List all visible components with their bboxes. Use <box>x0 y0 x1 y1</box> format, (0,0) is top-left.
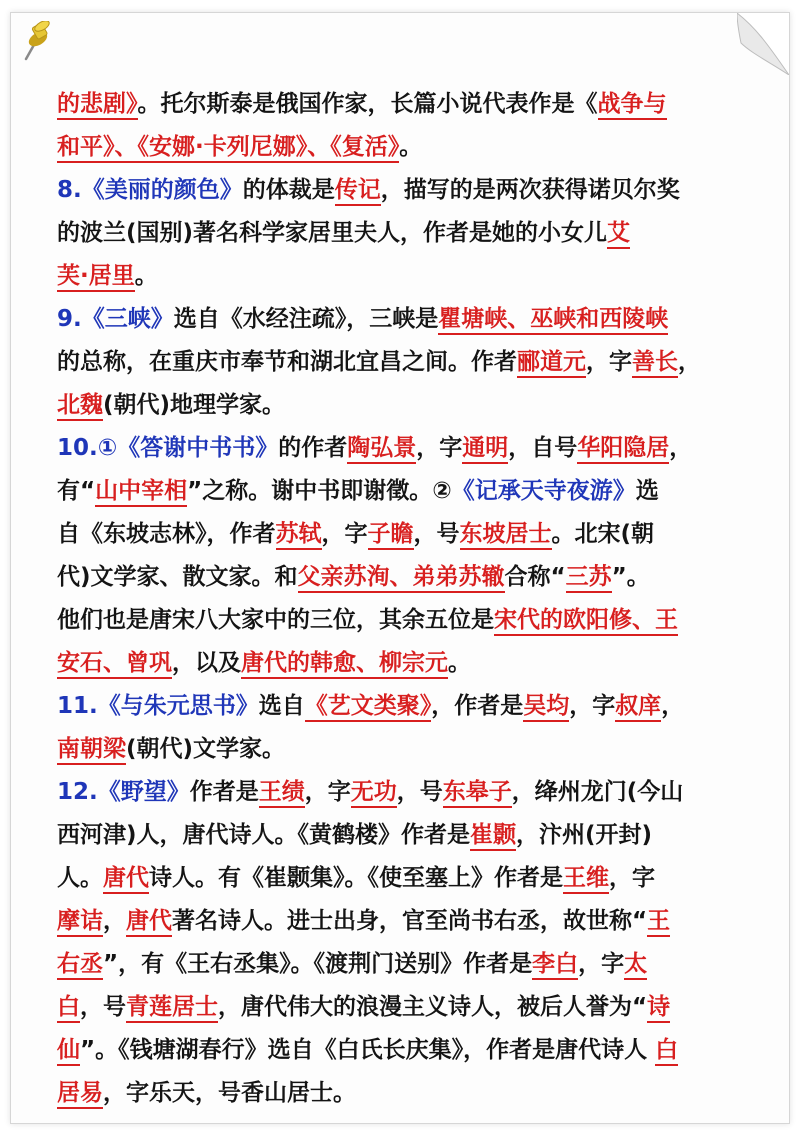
item-title: 12.《野望》 <box>57 779 190 805</box>
answer-text: 白 <box>57 994 80 1023</box>
answer-text: 艾 <box>607 220 630 249</box>
answer-text: 崔颢 <box>470 822 516 851</box>
answer-text: 唐代的韩愈、柳宗元 <box>241 650 448 679</box>
text-line <box>57 814 757 857</box>
answer-text: 的悲剧》 <box>57 91 138 120</box>
text-line <box>57 83 757 126</box>
body-text: ， <box>678 349 701 375</box>
body-text: ”之称。谢中书即谢徵。② <box>187 478 452 504</box>
answer-text: 三苏 <box>566 564 612 593</box>
text-line <box>57 298 757 341</box>
answer-text: 太 <box>624 951 647 980</box>
text-line <box>57 513 757 556</box>
body-text: ，汴州(开封) <box>516 822 653 848</box>
body-text: 。 <box>134 263 158 289</box>
text-line <box>57 212 757 255</box>
body-text: 他们也是唐宋八大家中的三位，其余五位是 <box>57 607 494 633</box>
body-text: 的体裁是 <box>242 177 335 203</box>
answer-text: 无功 <box>351 779 397 808</box>
text-line <box>57 470 757 513</box>
body-text: 。北宋(朝 <box>551 521 655 547</box>
body-text: ”。《钱塘湖春行》选自《白氏长庆集》，作者是唐代诗人 <box>80 1037 656 1063</box>
answer-text: 安石、曾巩 <box>57 650 172 679</box>
body-text: ，字乐天，号香山居士。 <box>103 1080 356 1106</box>
body-text: ，字 <box>416 435 463 461</box>
answer-text: 芙·居里 <box>57 263 135 292</box>
text-line <box>57 384 757 427</box>
body-text: ，绛州龙门(今山 <box>511 779 684 805</box>
body-text: 人。 <box>57 865 103 891</box>
answer-text: 东坡居士 <box>460 521 552 550</box>
body-text: (朝代)地理学家。 <box>103 392 286 418</box>
answer-text: 传记 <box>335 177 381 206</box>
notes-text <box>57 83 757 1115</box>
body-text: ，自号 <box>508 435 578 461</box>
answer-text: 善长 <box>632 349 678 378</box>
text-line <box>57 771 757 814</box>
body-text: 作者是 <box>189 779 259 805</box>
answer-text: 仙 <box>57 1037 80 1066</box>
answer-text: 南朝梁 <box>57 736 126 765</box>
text-line <box>57 556 757 599</box>
page-curl-corner <box>737 13 789 75</box>
answer-text: 父亲苏洵、弟弟苏辙 <box>298 564 505 593</box>
answer-text: 吴均 <box>523 693 569 722</box>
body-text: ， <box>103 908 126 934</box>
body-text: 西河津)人，唐代诗人。《黄鹤楼》作者是 <box>57 822 471 848</box>
answer-text: 青莲居士 <box>126 994 218 1023</box>
item-title: 《记承天寺夜游》 <box>451 478 636 504</box>
answer-text: 唐代 <box>103 865 149 894</box>
text-line <box>57 599 757 642</box>
body-text: ，字 <box>578 951 625 977</box>
body-text: ， <box>669 435 693 461</box>
text-line <box>57 126 757 169</box>
body-text: ，唐代伟大的浪漫主义诗人，被后人誉为“ <box>218 994 648 1020</box>
text-line <box>57 943 757 986</box>
answer-text: 白 <box>655 1037 678 1066</box>
body-text: ，号 <box>413 521 460 547</box>
text-line <box>57 169 757 212</box>
answer-text: 通明 <box>462 435 508 464</box>
body-text: 诗人。有《崔颢集》。《使至塞上》作者是 <box>149 865 563 891</box>
answer-text: 诗 <box>647 994 670 1023</box>
answer-text: 子瞻 <box>368 521 414 550</box>
body-text: ，描写的是两次获得诺贝尔奖 <box>380 177 680 203</box>
body-text: 。托尔斯泰是俄国作家，长篇小说代表作是《 <box>137 91 598 117</box>
answer-text: 华阳隐居 <box>577 435 669 464</box>
text-line <box>57 427 757 470</box>
answer-text: 居易 <box>57 1080 103 1109</box>
body-text: ，作者是 <box>431 693 524 719</box>
answer-text: 王 <box>647 908 670 937</box>
body-text: 的总称，在重庆市奉节和湖北宜昌之间。作者 <box>57 349 517 375</box>
answer-text: 山中宰相 <box>95 478 187 507</box>
text-line <box>57 341 757 384</box>
answer-text: 瞿塘峡、巫峡和西陵峡 <box>438 306 668 335</box>
body-text: 合称“ <box>504 564 566 590</box>
text-line <box>57 986 757 1029</box>
body-text: ，字 <box>569 693 616 719</box>
body-text: ， <box>661 693 685 719</box>
text-line <box>57 900 757 943</box>
answer-text: 郦道元 <box>517 349 586 378</box>
body-text: (朝代)文学家。 <box>126 736 286 762</box>
answer-text: 叔庠 <box>615 693 661 722</box>
text-line <box>57 1029 757 1072</box>
body-text: 有“ <box>57 478 96 504</box>
item-title: 10.①《答谢中书书》 <box>57 435 279 461</box>
note-page <box>10 12 790 1124</box>
body-text: 著名诗人。进士出身，官至尚书右丞，故世称“ <box>172 908 648 934</box>
body-text: 。 <box>399 134 423 160</box>
body-text: ，字 <box>609 865 655 891</box>
answer-text: 唐代 <box>126 908 172 937</box>
answer-text: 王绩 <box>259 779 305 808</box>
answer-text: 右丞 <box>57 951 103 980</box>
text-line <box>57 642 757 685</box>
answer-text: 《艺文类聚》 <box>305 693 432 722</box>
text-line <box>57 685 757 728</box>
body-text: ，号 <box>80 994 126 1020</box>
text-line <box>57 1072 757 1115</box>
answer-text: 宋代的欧阳修、王 <box>494 607 678 636</box>
body-text: 选自《水经注疏》，三峡是 <box>173 306 439 332</box>
body-text: ”。 <box>611 564 650 590</box>
answer-text: 王维 <box>563 865 609 894</box>
body-text: 自《东坡志林》，作者 <box>57 521 276 547</box>
body-text: 。 <box>448 650 471 676</box>
body-text: ”，有《王右丞集》。《渡荆门送别》作者是 <box>103 951 533 977</box>
body-text: 选 <box>635 478 659 504</box>
body-text: ，号 <box>396 779 443 805</box>
answer-text: 和平》、《安娜·卡列尼娜》、《复活》 <box>57 134 399 163</box>
item-title: 9.《三峡》 <box>57 306 174 332</box>
answer-text: 摩诘 <box>57 908 103 937</box>
body-text: 选自 <box>258 693 305 719</box>
body-text: ，字 <box>304 779 351 805</box>
answer-text: 苏轼 <box>276 521 322 550</box>
answer-text: 战争与 <box>598 91 667 120</box>
item-title: 8.《美丽的颜色》 <box>57 177 243 203</box>
body-text: ，字 <box>321 521 368 547</box>
answer-text: 东皋子 <box>443 779 512 808</box>
text-line <box>57 728 757 771</box>
answer-text: 陶弘景 <box>347 435 416 464</box>
text-line <box>57 255 757 298</box>
text-line <box>57 857 757 900</box>
item-title: 11.《与朱元思书》 <box>57 693 259 719</box>
body-text: ，以及 <box>172 650 241 676</box>
body-text: 的作者 <box>278 435 348 461</box>
pushpin-icon <box>19 21 55 61</box>
body-text: 的波兰(国别)著名科学家居里夫人，作者是她的小女儿 <box>57 220 608 246</box>
answer-text: 李白 <box>532 951 578 980</box>
answer-text: 北魏 <box>57 392 103 421</box>
body-text: ，字 <box>586 349 632 375</box>
body-text: 代)文学家、散文家。和 <box>57 564 298 590</box>
